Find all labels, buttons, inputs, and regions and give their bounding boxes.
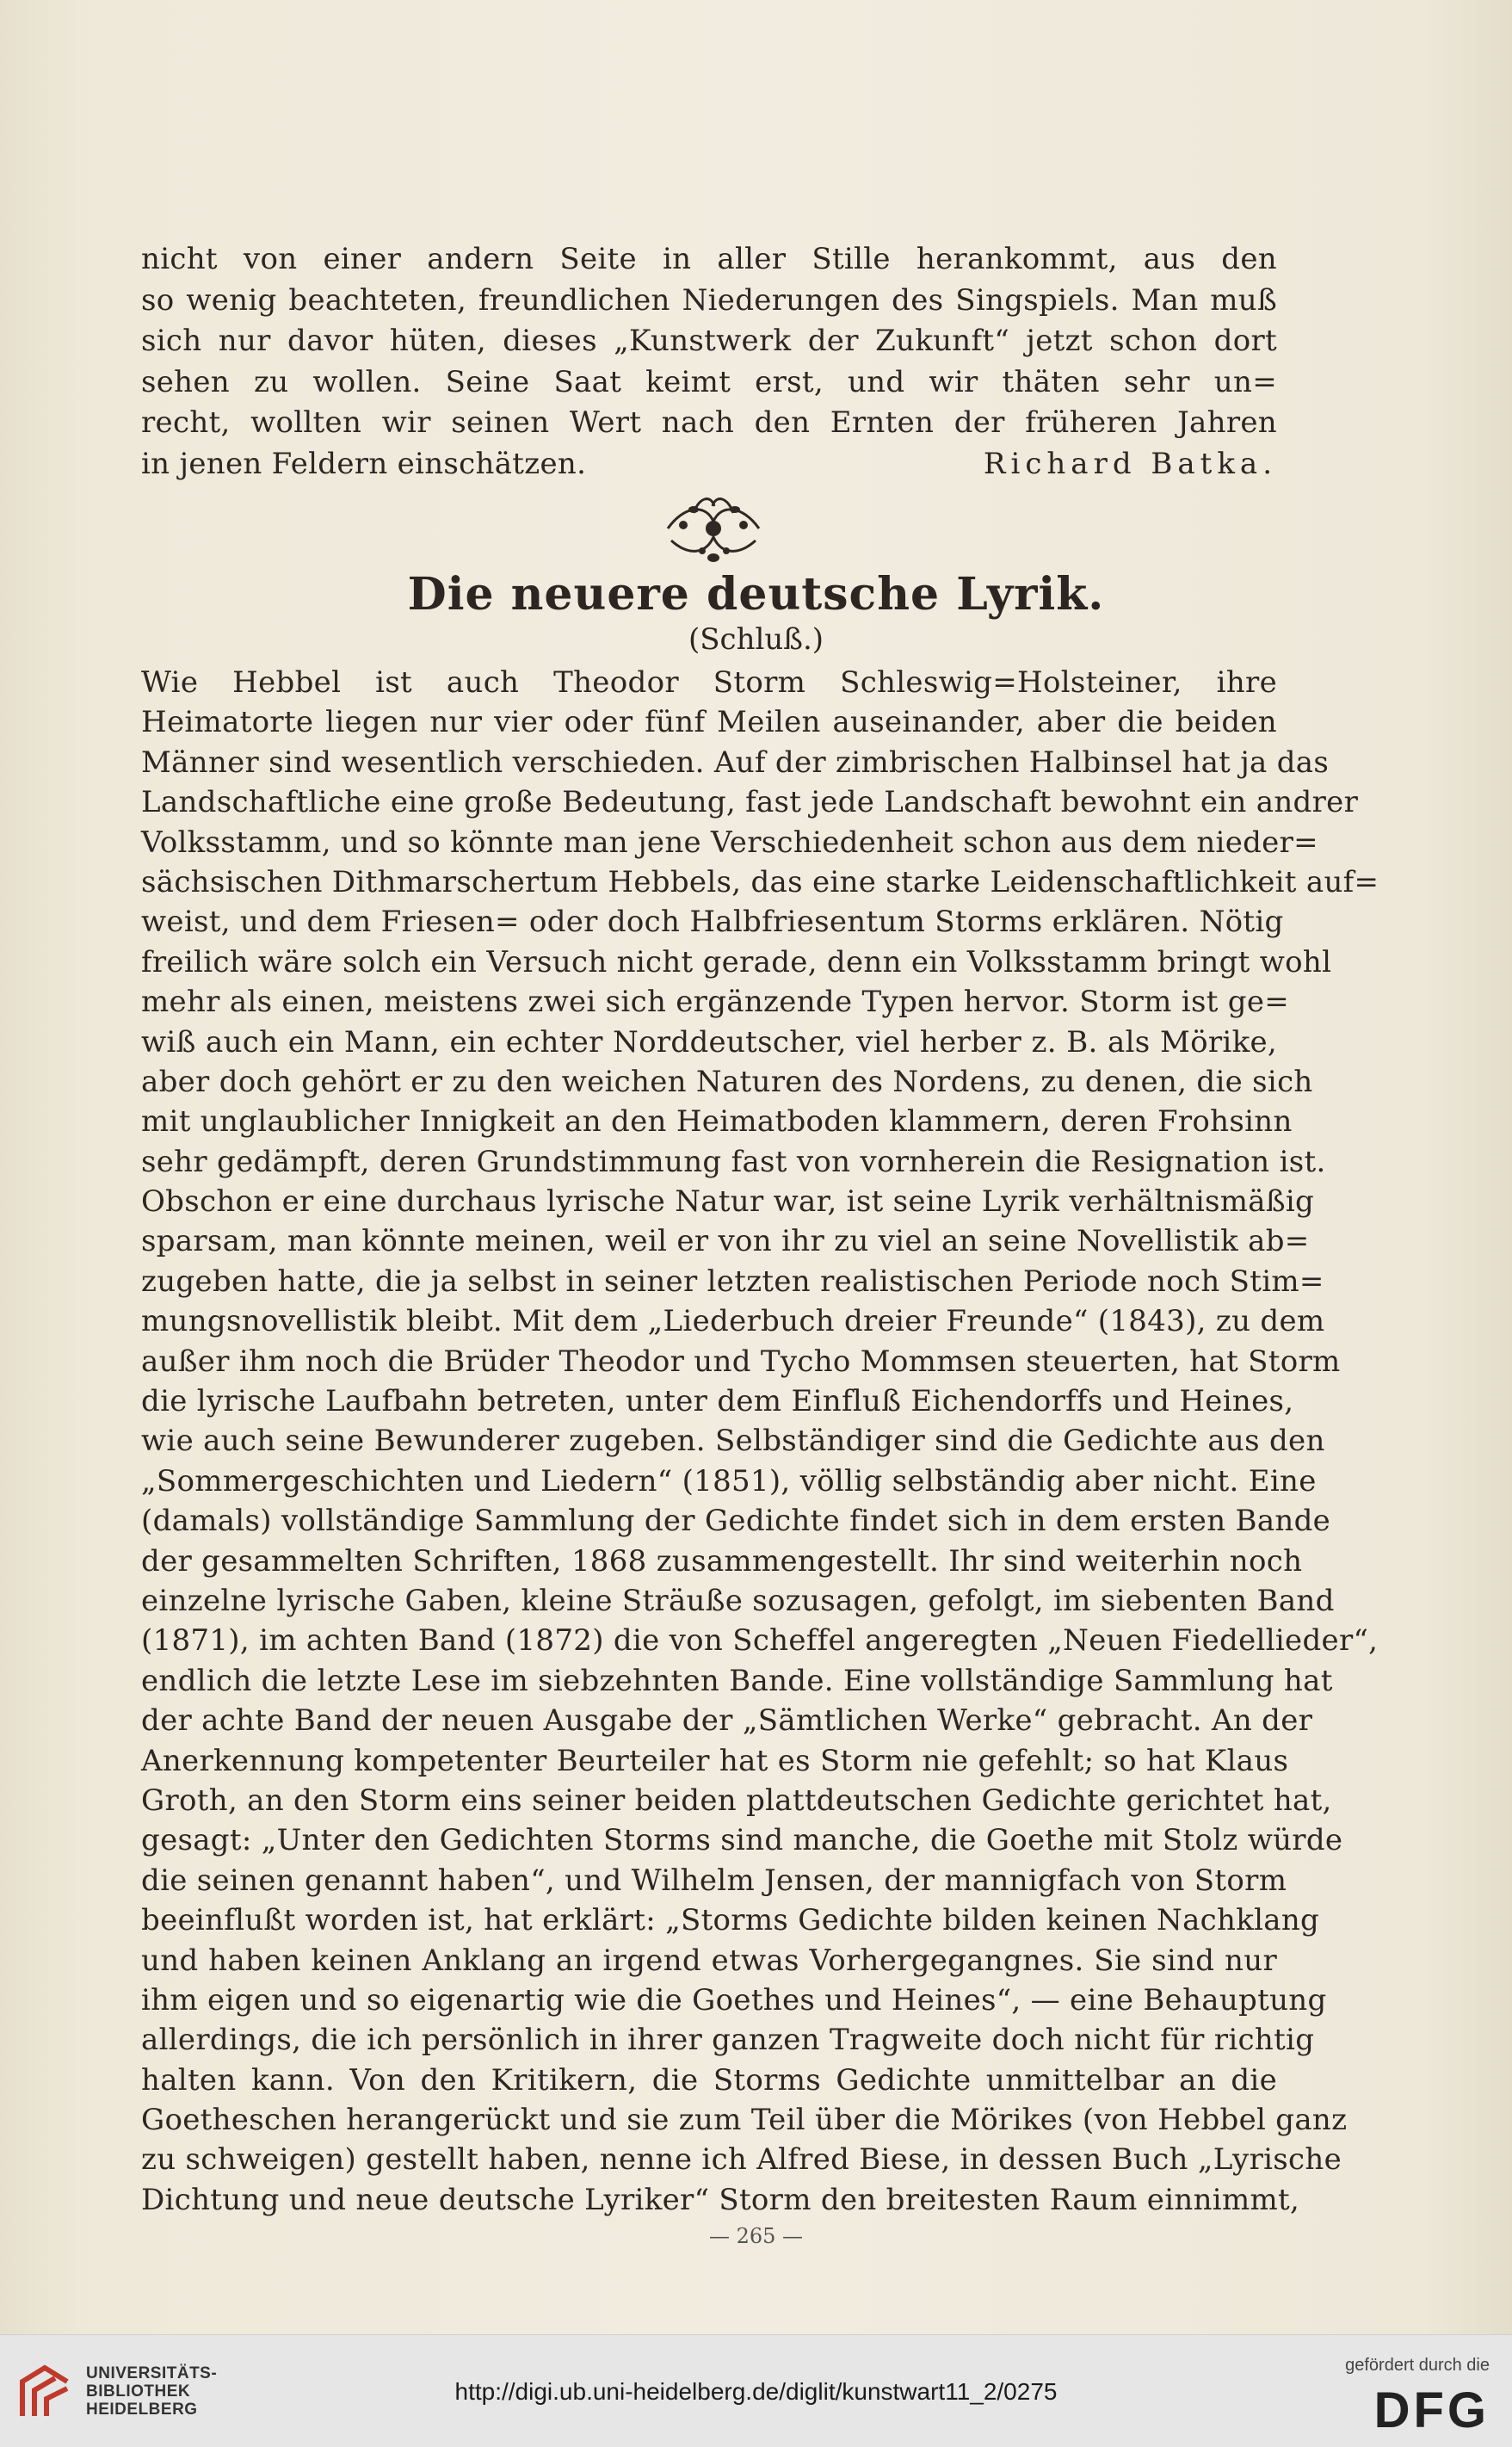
article-title: Die neuere deutsche Lyrik. [407,568,1105,621]
article-subtitle: (Schluß.) [688,622,824,657]
text-line: die seinen genannt haben“, und Wilhelm Jensen, der mannigfach von Storm [141,1863,1287,1898]
text-line: mehr als einen, meistens zwei sich ergänzende Typen hervor. Storm ist ge= [141,985,1290,1020]
text-line: (damals) vollständige Sammlung der Gedichte findet sich in dem ersten Bande [141,1504,1331,1539]
text-line: Groth, an den Storm eins seiner beiden plattdeutschen Gedichte gerichtet hat, [141,1783,1332,1818]
text-line: Goetheschen herangerückt und sie zum Teil über die Mörikes (von Hebbel ganz [141,2103,1348,2138]
text-line: Volksstamm, und so könnte man jene Verschiedenheit schon aus dem nieder= [141,825,1318,860]
text-line: freilich wäre solch ein Versuch nicht gerade, denn ein Volksstamm bringt wohl [141,944,1332,979]
text-line: (1871), im achten Band (1872) die von Scheffel angeregten „Neuen Fiedellieder“, [141,1623,1379,1659]
text-line: allerdings, die ich persönlich in ihrer ganzen Tragweite doch nicht für richtig [141,2023,1315,2058]
text-line: nicht von einer andern Seite in aller Stille herankommt, aus den [141,242,1277,276]
previous-article-end [141,239,1277,485]
text-line: in jenen Feldern einschätzen. [141,446,587,481]
funding-label: gefördert durch die [1345,2356,1490,2375]
text-line: sächsischen Dithmarschertum Hebbels, das eine starke Leidenschaftlichkeit auf= [141,864,1379,899]
text-line: einzelne lyrische Gaben, kleine Sträuße sozusagen, gefolgt, im siebenten Band [141,1583,1335,1618]
viewer-footer [0,2334,1512,2447]
text-line: sehen zu wollen. Seine Saat keimt erst, und wir thäten sehr un= [141,364,1277,399]
text-line: zugeben hatte, die ja selbst in seiner letzten realistischen Periode noch Stim= [141,1264,1324,1299]
text-line: zu schweigen) gestellt haben, nenne ich Alfred Biese, in dessen Buch „Lyrische [141,2142,1342,2178]
text-line: mit unglaublicher Innigkeit an den Heimatboden klammern, deren Frohsinn [141,1104,1293,1140]
text-line: Männer sind wesentlich verschieden. Auf der zimbrischen Halbinsel hat ja das [141,745,1330,780]
text-line: Landschaftliche eine große Bedeutung, fast jede Landschaft bewohnt ein andrer [141,785,1359,820]
institution-name: UNIVERSITÄTS- BIBLIOTHEK HEIDELBERG [86,2364,218,2419]
article-body [141,663,1379,2220]
page-number: — 265 — [708,2224,804,2248]
text-line: gesagt: „Unter den Gedichten Storms sind manche, die Goethe mit Stolz würde [141,1823,1343,1858]
text-line: die lyrische Laufbahn betreten, unter dem Einfluß Eichendorffs und Heines, [141,1384,1294,1419]
text-line: endlich die letzte Lese im siebzehnten Bande. Eine vollständige Sammlung hat [141,1663,1333,1698]
text-line: aber doch gehört er zu den weichen Naturen des Nordens, zu denen, die sich [141,1064,1313,1099]
text-line: recht, wollten wir seinen Wert nach den Ernten der früheren Jahren [141,405,1277,440]
text-line: der gesammelten Schriften, 1868 zusammengestellt. Ihr sind weiterhin noch [141,1543,1303,1579]
signature-line [141,444,1277,485]
text-line: weist, und dem Friesen= oder doch Halbfriesentum Storms erklären. Nötig [141,905,1284,940]
decorative-vignette [659,487,768,570]
text-line: wiß auch ein Mann, ein echter Norddeutscher, viel herber z. B. als Mörike, [141,1024,1277,1060]
text-line: wie auch seine Bewunderer zugeben. Selbständiger sind die Gedichte aus den [141,1424,1325,1459]
text-line: Heimatorte liegen nur vier oder fünf Meilen auseinander, aber die beiden [141,705,1277,740]
text-line: halten kann. Von den Kritikern, die Storms Gedichte unmittelbar an die [141,2062,1277,2098]
author-signature: Richard Batka. [983,446,1277,481]
text-line: Obschon er eine durchaus lyrische Natur war, ist seine Lyrik verhältnismäßig [141,1184,1315,1220]
text-line: außer ihm noch die Brüder Theodor und Tycho Mommsen steuerten, hat Storm [141,1344,1341,1379]
text-line: sich nur davor hüten, dieses „Kunstwerk der Zukunft“ jetzt schon dort [141,324,1277,358]
text-line: und haben keinen Anklang an irgend etwas Vorhergegangnes. Sie sind nur [141,1943,1277,1978]
text-line: der achte Band der neuen Ausgabe der „Sämtlichen Werke“ gebracht. An der [141,1703,1313,1739]
source-url-link[interactable]: http://digi.ub.uni-heidelberg.de/diglit/kunstwart11_2/0275 [454,2378,1058,2405]
text-line: so wenig beachteten, freundlichen Niederungen des Singspiels. Man muß [141,282,1277,318]
text-line: Anerkennung kompetenter Beurteiler hat es Storm nie gefehlt; so hat Klaus [141,1743,1289,1778]
dfg-logo: DFG [1373,2382,1490,2438]
text-line: sparsam, man könnte meinen, weil er von ihr zu viel an seine Novellistik ab= [141,1224,1310,1259]
text-line: ihm eigen und so eigenartig wie die Goethes und Heines“, — eine Behauptung [141,1982,1327,2018]
text-line: mungsnovellistik bleibt. Mit dem „Liederbuch dreier Freunde“ (1843), zu dem [141,1304,1325,1339]
text-line: Dichtung und neue deutsche Lyriker“ Storm den breitesten Raum einnimmt, [141,2182,1300,2217]
text-line: „Sommergeschichten und Liedern“ (1851), völlig selbständig aber nicht. Eine [141,1463,1317,1498]
text-line: sehr gedämpft, deren Grundstimmung fast von vornherein die Resignation ist. [141,1144,1326,1179]
text-line: Wie Hebbel ist auch Theodor Storm Schleswig=Holsteiner, ihre [141,665,1277,700]
text-line: beeinflußt worden ist, hat erklärt: „Storms Gedichte bilden keinen Nachklang [141,1903,1320,1938]
